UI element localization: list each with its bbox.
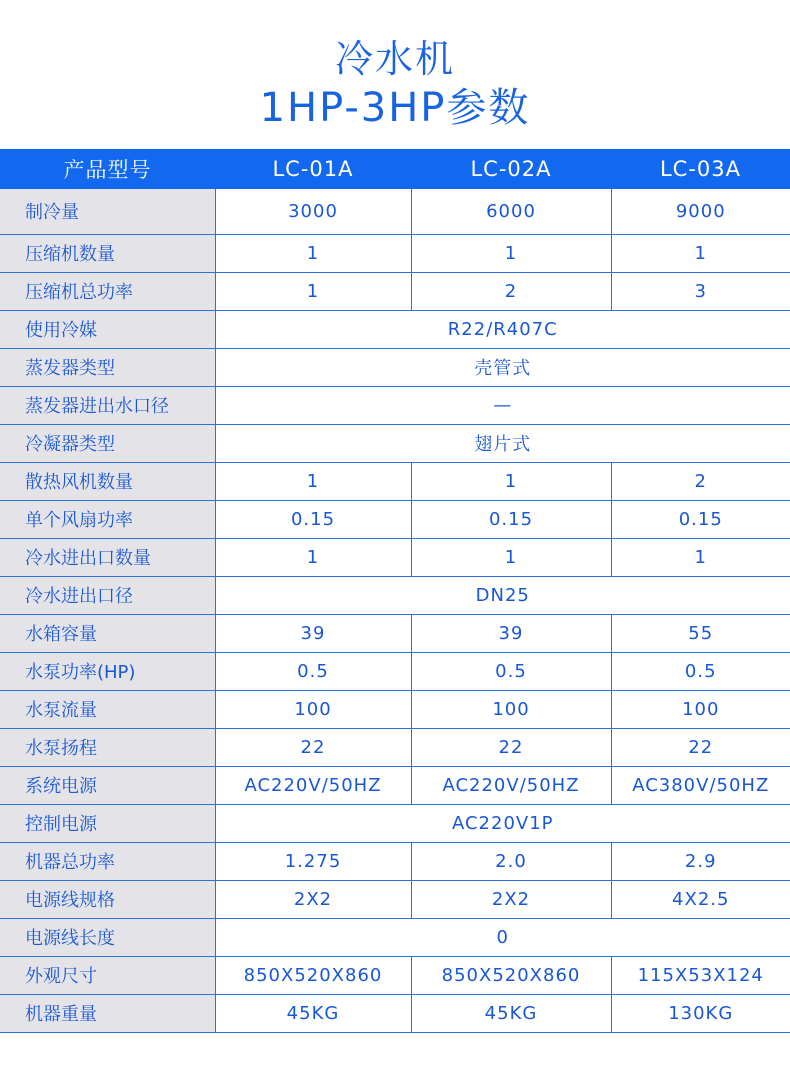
value-cell: 0.5 bbox=[611, 652, 790, 690]
table-row bbox=[0, 994, 790, 1032]
value-cell: 3 bbox=[611, 272, 790, 310]
table-row bbox=[0, 880, 790, 918]
row-label: 冷水进出口数量 bbox=[0, 538, 215, 576]
value-cell: 115X53X124 bbox=[611, 956, 790, 994]
table-row bbox=[0, 652, 790, 690]
table-row bbox=[0, 576, 790, 614]
value-cell: 45KG bbox=[215, 994, 411, 1032]
value-cell: 45KG bbox=[411, 994, 611, 1032]
value-cell: 100 bbox=[611, 690, 790, 728]
value-cell: 0.15 bbox=[411, 500, 611, 538]
value-cell: 850X520X860 bbox=[411, 956, 611, 994]
row-label: 制冷量 bbox=[0, 189, 215, 234]
header-model-3: LC-03A bbox=[659, 157, 742, 181]
row-label: 冷水进出口径 bbox=[0, 576, 215, 614]
row-label: 电源线长度 bbox=[0, 918, 215, 956]
row-label: 系统电源 bbox=[0, 766, 215, 804]
row-label: 机器重量 bbox=[0, 994, 215, 1032]
table-row bbox=[0, 272, 790, 310]
merged-value-cell: DN25 bbox=[215, 576, 790, 614]
value-cell: 39 bbox=[411, 614, 611, 652]
header-model-2: LC-02A bbox=[470, 157, 552, 181]
value-cell: AC220V/50HZ bbox=[411, 766, 611, 804]
value-cell: 22 bbox=[411, 728, 611, 766]
value-cell: 100 bbox=[411, 690, 611, 728]
row-label: 蒸发器进出水口径 bbox=[0, 386, 215, 424]
value-cell: 55 bbox=[611, 614, 790, 652]
table-row bbox=[0, 189, 790, 234]
table-row bbox=[0, 766, 790, 804]
value-cell: 6000 bbox=[411, 189, 611, 234]
page-subtitle: 1HP-3HP参数 bbox=[259, 85, 531, 131]
value-cell: 2.9 bbox=[611, 842, 790, 880]
row-label: 外观尺寸 bbox=[0, 956, 215, 994]
value-cell: 1 bbox=[215, 234, 411, 272]
table-row bbox=[0, 804, 790, 842]
table-row bbox=[0, 918, 790, 956]
table-row bbox=[0, 386, 790, 424]
table-row bbox=[0, 690, 790, 728]
value-cell: AC380V/50HZ bbox=[611, 766, 790, 804]
value-cell: 1 bbox=[411, 462, 611, 500]
value-cell: 1 bbox=[215, 538, 411, 576]
value-cell: 130KG bbox=[611, 994, 790, 1032]
header-model-1: LC-01A bbox=[272, 157, 354, 181]
table-row bbox=[0, 234, 790, 272]
value-cell: 1 bbox=[611, 538, 790, 576]
spec-table bbox=[0, 149, 790, 1033]
merged-value-cell: AC220V1P bbox=[215, 804, 790, 842]
header-label: 产品型号 bbox=[63, 158, 152, 182]
row-label: 压缩机总功率 bbox=[0, 272, 215, 310]
value-cell: 850X520X860 bbox=[215, 956, 411, 994]
value-cell: 100 bbox=[215, 690, 411, 728]
row-label: 水箱容量 bbox=[0, 614, 215, 652]
table-row bbox=[0, 424, 790, 462]
row-label: 蒸发器类型 bbox=[0, 348, 215, 386]
value-cell: 0.5 bbox=[411, 652, 611, 690]
value-cell: 2X2 bbox=[411, 880, 611, 918]
merged-value-cell: R22/R407C bbox=[215, 310, 790, 348]
table-row bbox=[0, 500, 790, 538]
merged-value-cell: 0 bbox=[215, 918, 790, 956]
merged-value-cell: — bbox=[215, 386, 790, 424]
row-label: 水泵功率(HP) bbox=[0, 652, 215, 690]
value-cell: 1 bbox=[611, 234, 790, 272]
table-row bbox=[0, 842, 790, 880]
value-cell: 0.5 bbox=[215, 652, 411, 690]
value-cell: 2X2 bbox=[215, 880, 411, 918]
row-label: 水泵扬程 bbox=[0, 728, 215, 766]
row-label: 冷凝器类型 bbox=[0, 424, 215, 462]
row-label: 电源线规格 bbox=[0, 880, 215, 918]
value-cell: 22 bbox=[611, 728, 790, 766]
table-row bbox=[0, 348, 790, 386]
table-row bbox=[0, 728, 790, 766]
table-row bbox=[0, 310, 790, 348]
table-row bbox=[0, 538, 790, 576]
value-cell: 1 bbox=[215, 272, 411, 310]
value-cell: 1 bbox=[215, 462, 411, 500]
table-header-row bbox=[0, 149, 790, 189]
table-row bbox=[0, 462, 790, 500]
row-label: 单个风扇功率 bbox=[0, 500, 215, 538]
value-cell: 2 bbox=[411, 272, 611, 310]
value-cell: 39 bbox=[215, 614, 411, 652]
value-cell: 1.275 bbox=[215, 842, 411, 880]
value-cell: 2 bbox=[611, 462, 790, 500]
value-cell: 2.0 bbox=[411, 842, 611, 880]
merged-value-cell: 壳管式 bbox=[215, 348, 790, 386]
value-cell: 0.15 bbox=[611, 500, 790, 538]
value-cell: AC220V/50HZ bbox=[215, 766, 411, 804]
value-cell: 1 bbox=[411, 538, 611, 576]
value-cell: 9000 bbox=[611, 189, 790, 234]
page-title: 冷水机 bbox=[334, 37, 455, 81]
value-cell: 1 bbox=[411, 234, 611, 272]
value-cell: 4X2.5 bbox=[611, 880, 790, 918]
table-row bbox=[0, 614, 790, 652]
table-row bbox=[0, 956, 790, 994]
row-label: 散热风机数量 bbox=[0, 462, 215, 500]
row-label: 使用冷媒 bbox=[0, 310, 215, 348]
row-label: 控制电源 bbox=[0, 804, 215, 842]
value-cell: 22 bbox=[215, 728, 411, 766]
row-label: 机器总功率 bbox=[0, 842, 215, 880]
value-cell: 0.15 bbox=[215, 500, 411, 538]
row-label: 压缩机数量 bbox=[0, 234, 215, 272]
value-cell: 3000 bbox=[215, 189, 411, 234]
row-label: 水泵流量 bbox=[0, 690, 215, 728]
merged-value-cell: 翅片式 bbox=[215, 424, 790, 462]
